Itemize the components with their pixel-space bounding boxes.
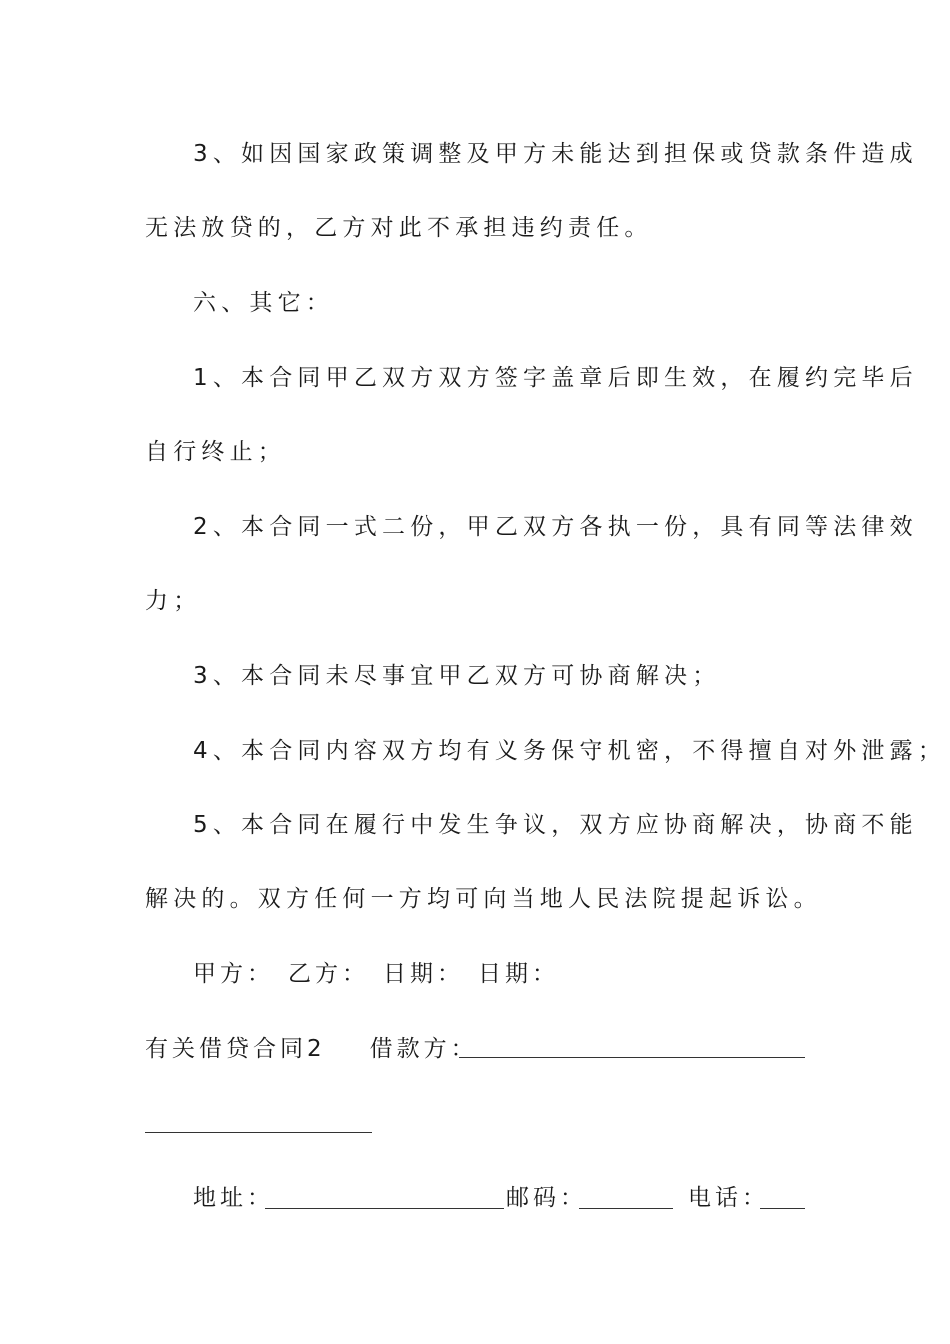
contract2-title: 有关借贷合同2: [145, 1036, 326, 1062]
paragraph-other-5-line-1: 5、本合同在履行中发生争议，双方应协商解决，协商不能: [193, 812, 918, 838]
borrower-label: 借款方：: [369, 1036, 478, 1062]
paragraph-other-5-line-2: 解决的。双方任何一方均可向当地人民法院提起诉讼。: [145, 886, 822, 912]
borrower-blank: [459, 1057, 805, 1058]
paragraph-other-4: 4、本合同内容双方均有义务保守机密，不得擅自对外泄露；: [193, 738, 947, 764]
date-label-1: 日期：: [383, 961, 464, 987]
contract2-header-line: [145, 1034, 810, 1064]
address-blank: [265, 1208, 504, 1209]
paragraph-other-3: 3、本合同未尽事宜甲乙双方可协商解决；: [193, 663, 721, 689]
phone-blank: [760, 1208, 805, 1209]
paragraph-clause-3-line-2: 无法放贷的，乙方对此不承担违约责任。: [145, 215, 653, 241]
date-label-2: 日期：: [478, 961, 559, 987]
paragraph-other-2-line-2: 力；: [145, 588, 202, 614]
section-heading-other: 六、其它：: [193, 290, 334, 316]
postcode-label: 邮码：: [506, 1185, 587, 1211]
party-a-label: 甲方：: [193, 961, 274, 987]
paragraph-other-1-line-1: 1、本合同甲乙双方双方签字盖章后即生效，在履约完毕后: [193, 365, 918, 391]
borrower-blank-continued: [145, 1132, 372, 1133]
paragraph-clause-3-line-1: 3、如因国家政策调整及甲方未能达到担保或贷款条件造成: [193, 141, 918, 167]
postcode-blank: [579, 1208, 673, 1209]
address-label: 地址：: [193, 1185, 274, 1211]
signature-line: [193, 959, 858, 989]
phone-label: 电话：: [688, 1185, 769, 1211]
paragraph-other-2-line-1: 2、本合同一式二份，甲乙双方各执一份，具有同等法律效: [193, 514, 918, 540]
paragraph-other-1-line-2: 自行终止；: [145, 439, 286, 465]
party-b-label: 乙方：: [288, 961, 369, 987]
